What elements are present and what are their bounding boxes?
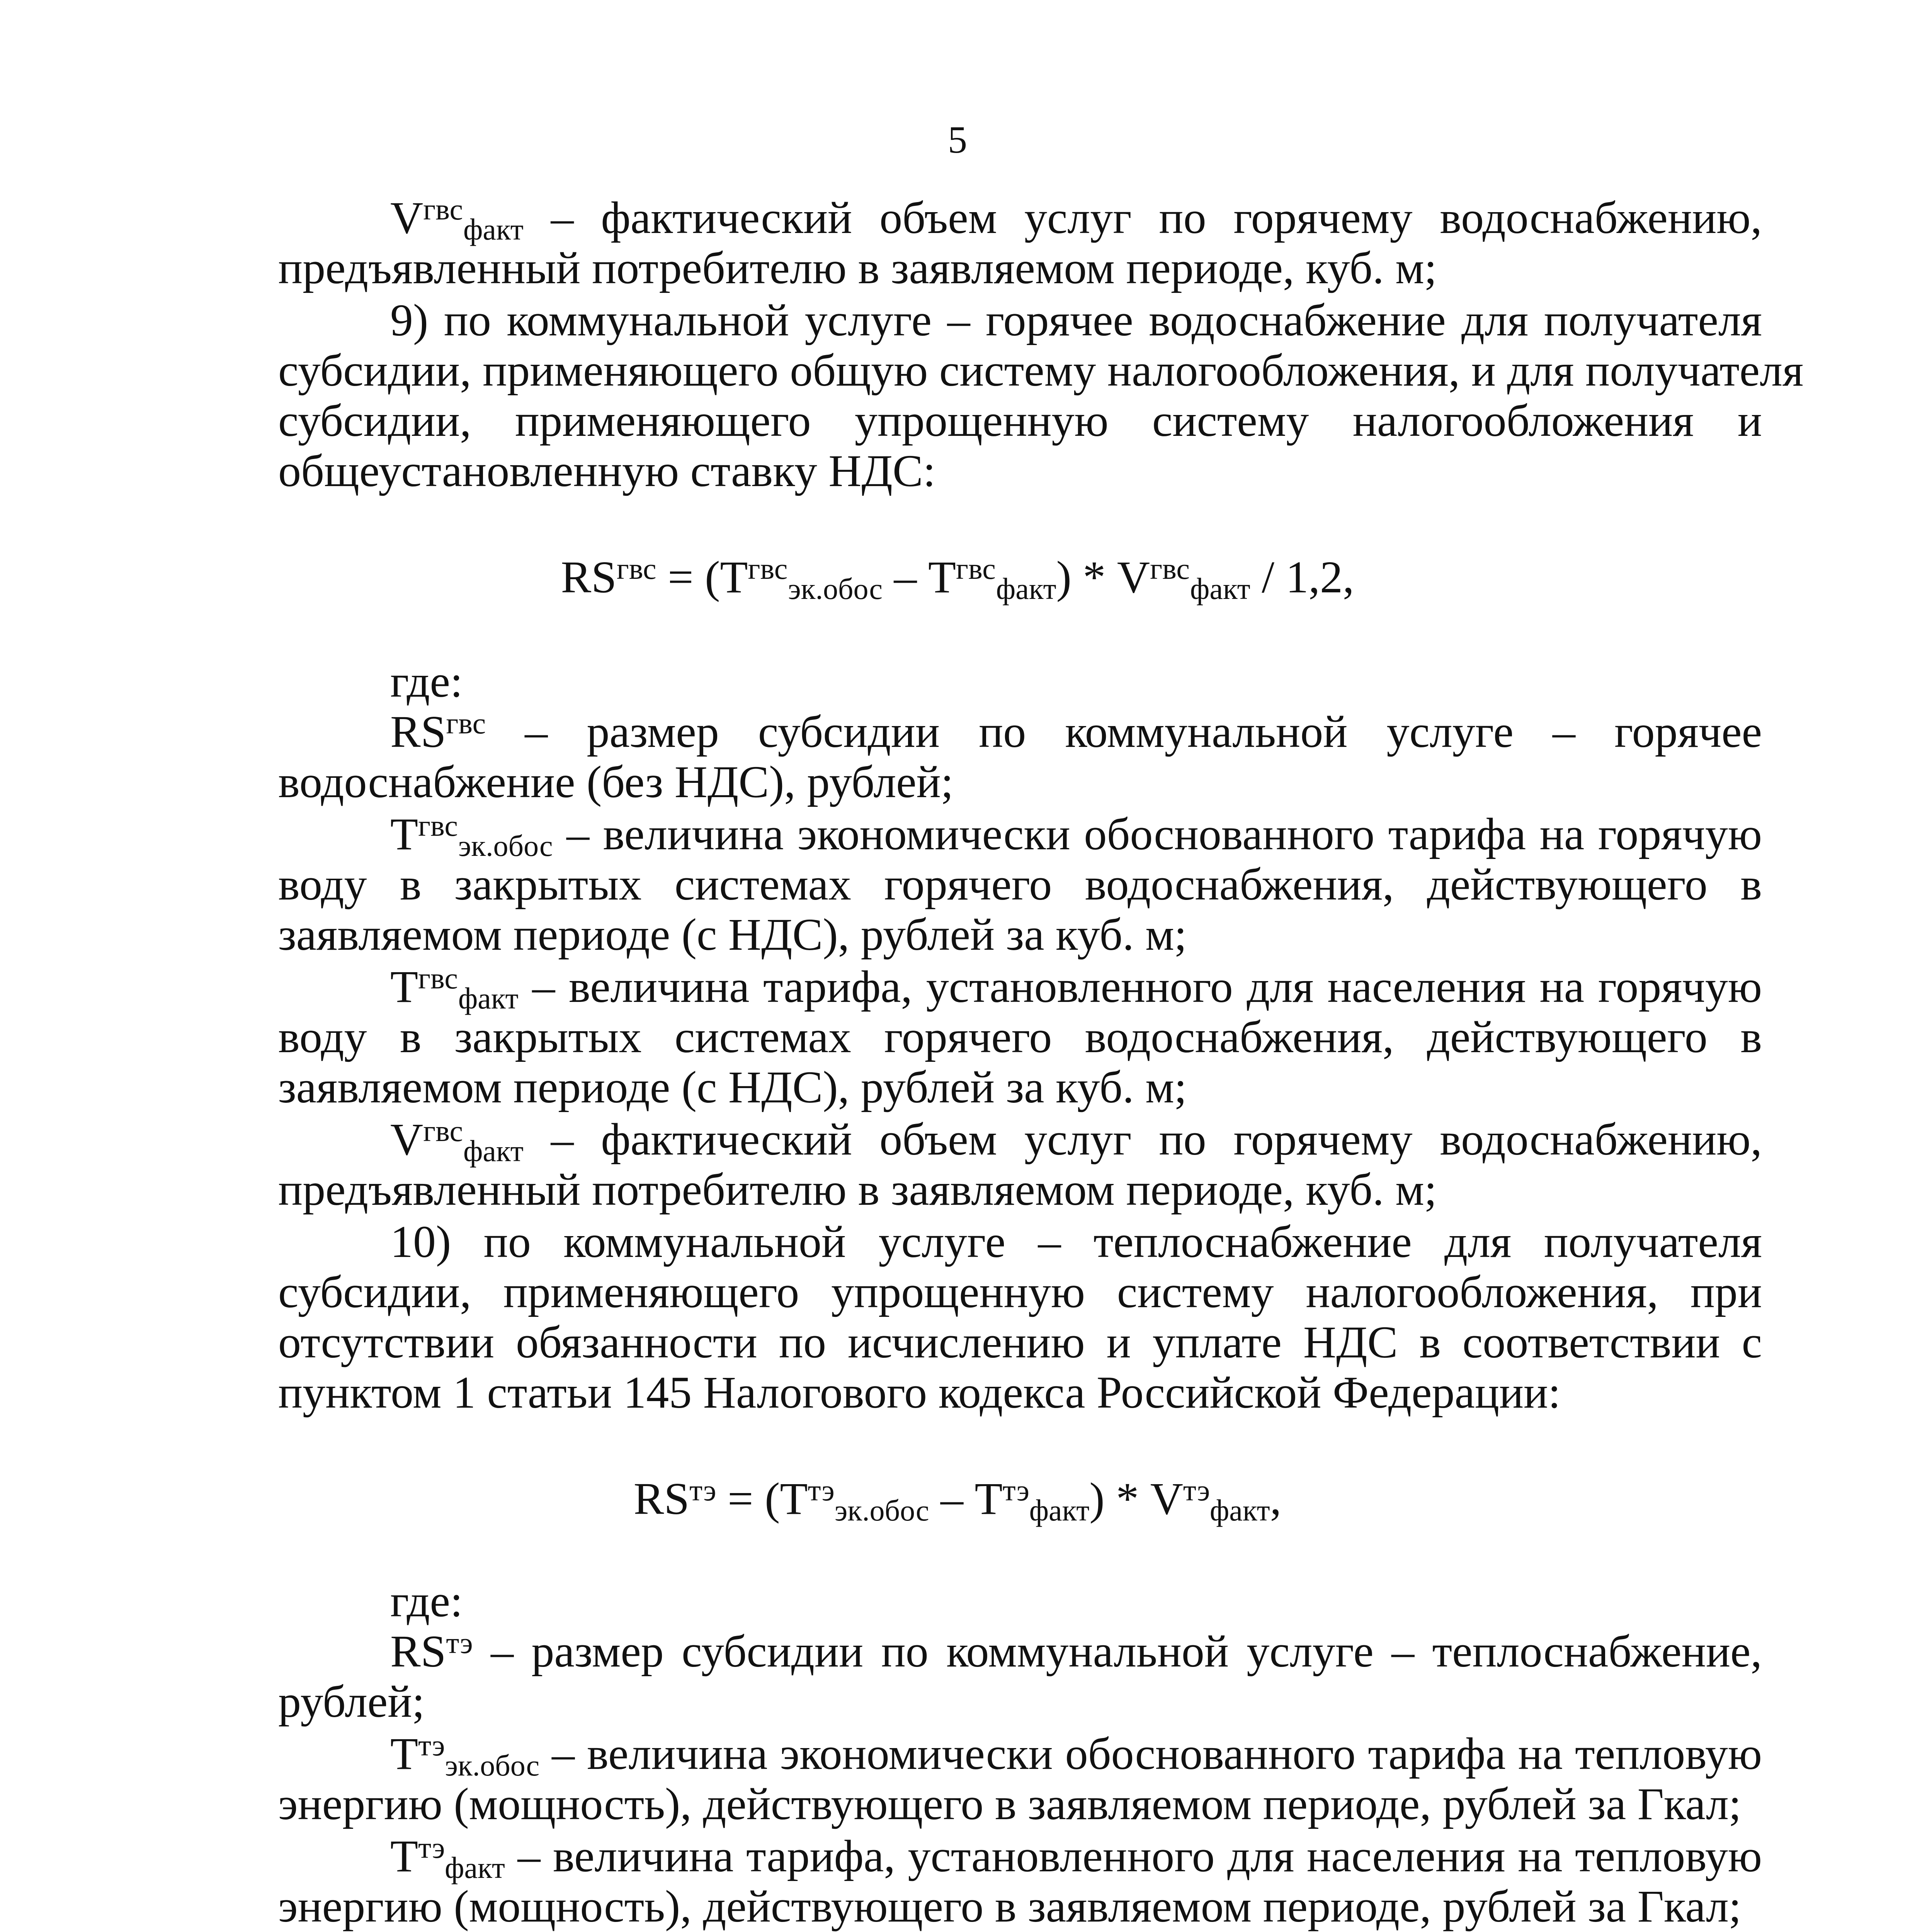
definition-t-te-fact: $Т^{тэ}_{факт}$ – величина тарифа, установленного для населения на тепловую xyxy=(390,1831,1762,1885)
definition-v-gvs-fact: $V^{гвс}_{факт}$ – фактический объем услуг по горячему водоснабжению, xyxy=(390,192,1762,247)
text-line: воду в закрытых системах горячего водоснабжения, действующего в xyxy=(278,1012,1762,1062)
definition-t-gvs-fact: $Т^{гвс}_{факт}$ – величина тарифа, установленного для населения на горячую xyxy=(390,961,1762,1015)
page-number: 5 xyxy=(948,118,967,161)
where-label: где: xyxy=(390,656,463,707)
text-line: субсидии, применяющего упрощенную систему налогообложения и xyxy=(278,395,1762,446)
item-9-heading: 9) по коммунальной услуге – горячее водоснабжение для получателя xyxy=(390,295,1762,345)
text-line: энергию (мощность), действующего в заявляемом периоде, рублей за Гкал; xyxy=(278,1881,1742,1932)
text-line: водоснабжение (без НДС), рублей; xyxy=(278,757,954,807)
text-line: предъявленный потребителю в заявляемом периоде, куб. м; xyxy=(278,1164,1437,1215)
definition-rs-gvs: $RS^{гвс}$ – размер субсидии по коммунальной услуге – горячее xyxy=(390,706,1762,757)
formula-rs-gvs: $RS^{гвс} = (Т^{гвс}_{эк.обос} - Т^{гвс}_{факт}) * V^{гвс}_{факт} / 1,2$, xyxy=(561,552,1354,606)
text-line: отсутствии обязанности по исчислению и уплате НДС в соответствии с xyxy=(278,1317,1762,1367)
text-line: воду в закрытых системах горячего водоснабжения, действующего в xyxy=(278,859,1762,910)
text-line: заявляемом периоде (с НДС), рублей за куб. м; xyxy=(278,909,1187,960)
text-line: общеустановленную ставку НДС: xyxy=(278,446,936,496)
formula-rs-te: $RS^{тэ} = (Т^{тэ}_{эк.обос} - Т^{тэ}_{факт}) * V^{тэ}_{факт}$, xyxy=(633,1473,1282,1527)
definition-t-te-ek-obos: $Т^{тэ}_{эк.обос}$ – величина экономически обоснованного тарифа на тепловую xyxy=(390,1728,1762,1782)
text-line: субсидии, применяющего общую систему налогообложения, и для получателя xyxy=(278,345,1804,396)
definition-t-gvs-ek-obos: $Т^{гвс}_{эк.обос}$ – величина экономически обоснованного тарифа на горячую xyxy=(390,809,1762,863)
text-line: рублей; xyxy=(278,1676,425,1727)
text-line: заявляемом периоде (с НДС), рублей за куб. м; xyxy=(278,1062,1187,1112)
text-line: пунктом 1 статьи 145 Налогового кодекса Российской Федерации: xyxy=(278,1367,1561,1418)
text-line: субсидии, применяющего упрощенную систему налогообложения, при xyxy=(278,1267,1762,1317)
text-line: предъявленный потребителю в заявляемом периоде, куб. м; xyxy=(278,243,1437,293)
item-10-heading: 10) по коммунальной услуге – теплоснабжение для получателя xyxy=(390,1216,1762,1267)
definition-rs-te: $RS^{тэ}$ – размер субсидии по коммунальной услуге – теплоснабжение, xyxy=(390,1626,1762,1677)
where-label: где: xyxy=(390,1576,463,1626)
definition-v-gvs-fact: $V^{гвс}_{факт}$ – фактический объем услуг по горячему водоснабжению, xyxy=(390,1114,1762,1168)
text-line: энергию (мощность), действующего в заявляемом периоде, рублей за Гкал; xyxy=(278,1779,1742,1829)
